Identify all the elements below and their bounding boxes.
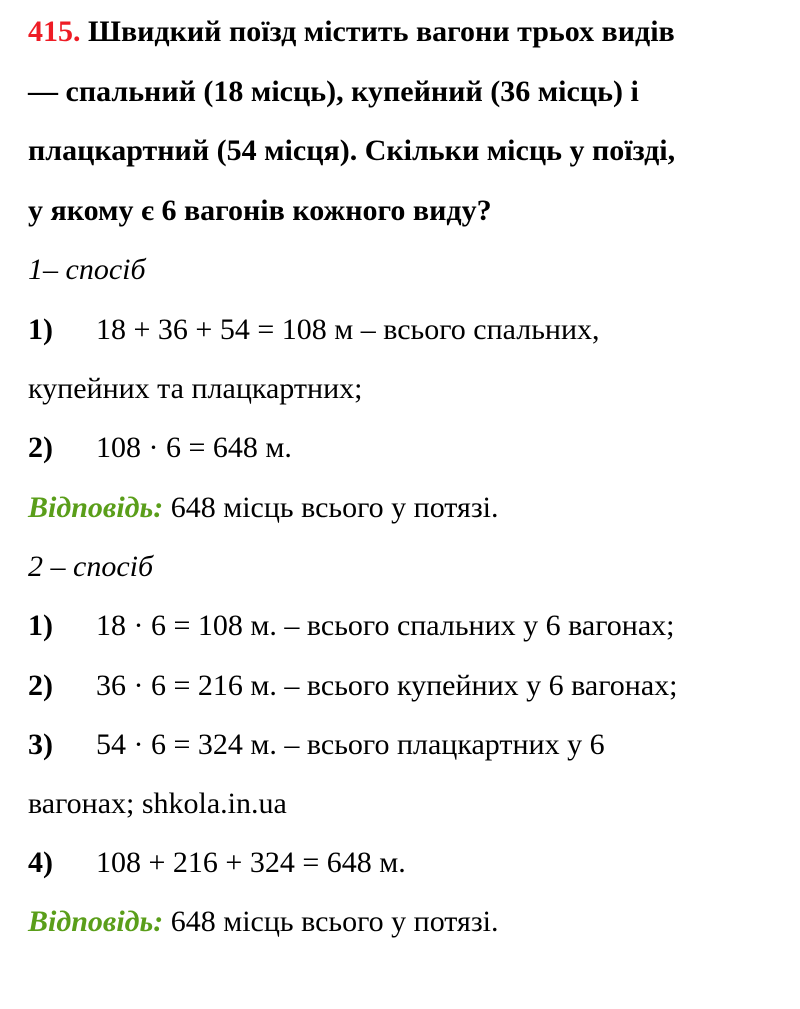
problem-text: Швидкий поїзд містить вагони трьох видів: [88, 15, 675, 48]
step-text: 108 · 6 = 648 м.: [96, 431, 292, 464]
method2-step-1: [28, 608, 675, 644]
problem-line-4: у якому є 6 вагонів кожного виду?: [28, 194, 492, 227]
answer-label: Відповідь:: [28, 905, 164, 938]
step-text: 108 + 216 + 324 = 648 м.: [96, 846, 406, 879]
method2-step-2: [28, 668, 677, 704]
step-text: 36 · 6 = 216 м. – всього купейних у 6 вагонах;: [96, 669, 678, 702]
step-number: 4): [28, 846, 53, 879]
method2-answer: [28, 904, 499, 940]
answer-text: 648 місць всього у потязі.: [163, 491, 499, 524]
method1-answer: [28, 490, 499, 526]
method2-title: 2 – спосіб: [28, 550, 154, 583]
answer-label: Відповідь:: [28, 491, 164, 524]
method1-title: 1– спосіб: [28, 253, 146, 286]
step-number: 2): [28, 431, 53, 464]
step-number: 1): [28, 313, 53, 346]
method2-step-4: [28, 845, 406, 881]
problem-line-2: — спальний (18 місць), купейний (36 місць) і: [28, 75, 639, 108]
step-text: 18 · 6 = 108 м. – всього спальних у 6 вагонах;: [96, 609, 675, 642]
method1-step-1: [28, 312, 600, 348]
problem-number: 415.: [28, 15, 81, 48]
step-number: 2): [28, 669, 53, 702]
step-text: 18 + 36 + 54 = 108 м – всього спальних,: [96, 313, 600, 346]
step-number: 3): [28, 728, 53, 761]
problem-line-1: [28, 14, 675, 50]
problem-line-3: плацкартний (54 місця). Скільки місць у поїзді,: [28, 134, 676, 167]
method1-step-2: [28, 430, 292, 466]
step-text: 54 · 6 = 324 м. – всього плацкартних у 6: [96, 728, 605, 761]
step-number: 1): [28, 609, 53, 642]
method1-step-1-continuation: купейних та плацкартних;: [28, 372, 363, 405]
method2-step-3-continuation: вагонах; shkola.in.ua: [28, 787, 287, 820]
answer-text: 648 місць всього у потязі.: [163, 905, 499, 938]
method2-step-3: [28, 727, 605, 763]
